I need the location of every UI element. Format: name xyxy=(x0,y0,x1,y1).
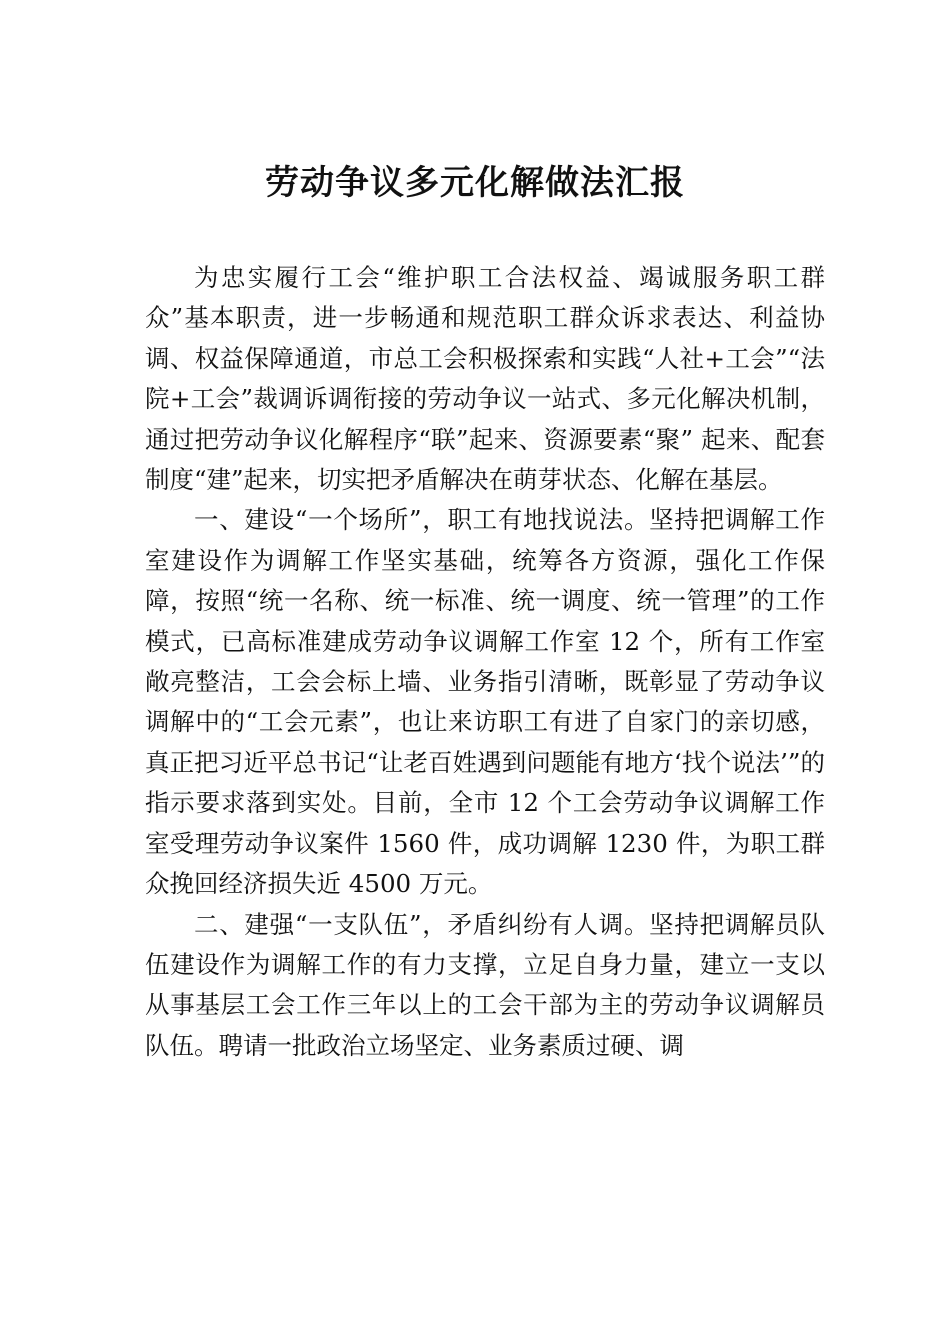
document-body xyxy=(145,258,825,1066)
intro-paragraph: 为忠实履行工会“维护职工合法权益、竭诚服务职工群众”基本职责，进一步畅通和规范职工群众诉求表达、利益协调、权益保障通道，市总工会积极探索和实践“人社+工会”“法院+工会”裁调诉调衔接的劳动争议一站式、多元化解决机制，通过把劳动争议化解程序“联”起来、资源要素“聚” 起来、配套制度“建”起来，切实把矛盾解决在萌芽状态、化解在基层。 xyxy=(145,263,825,495)
document-title: 劳动争议多元化解做法汇报 xyxy=(265,163,685,203)
section-one-paragraph: 一、建设“一个场所”，职工有地找说法。坚持把调解工作室建设作为调解工作坚实基础，统筹各方资源，强化工作保障，按照“统一名称、统一标准、统一调度、统一管理”的工作模式，已高标准建成劳动争议调解工作室 12 个，所有工作室敞亮整洁，工会会标上墙、业务指引清晰，既彰显了劳动争议调解中的“工会元素”，也让来访职工有进了自家门的亲切感，真正把习近平总书记“让老百姓遇到问题能有地方‘找个说法’”的指示要求落到实处。目前，全市 12 个工会劳动争议调解工作室受理劳动争议案件 1560 件，成功调解 1230 件，为职工群众挽回经济损失近 4500 万元。 xyxy=(145,505,825,899)
section-two-paragraph: 二、建强“一支队伍”，矛盾纠纷有人调。坚持把调解员队伍建设作为调解工作的有力支撑，立足自身力量，建立一支以从事基层工会工作三年以上的工会干部为主的劳动争议调解员队伍。聘请一批政治立场坚定、业务素质过硬、调 xyxy=(145,909,825,1060)
